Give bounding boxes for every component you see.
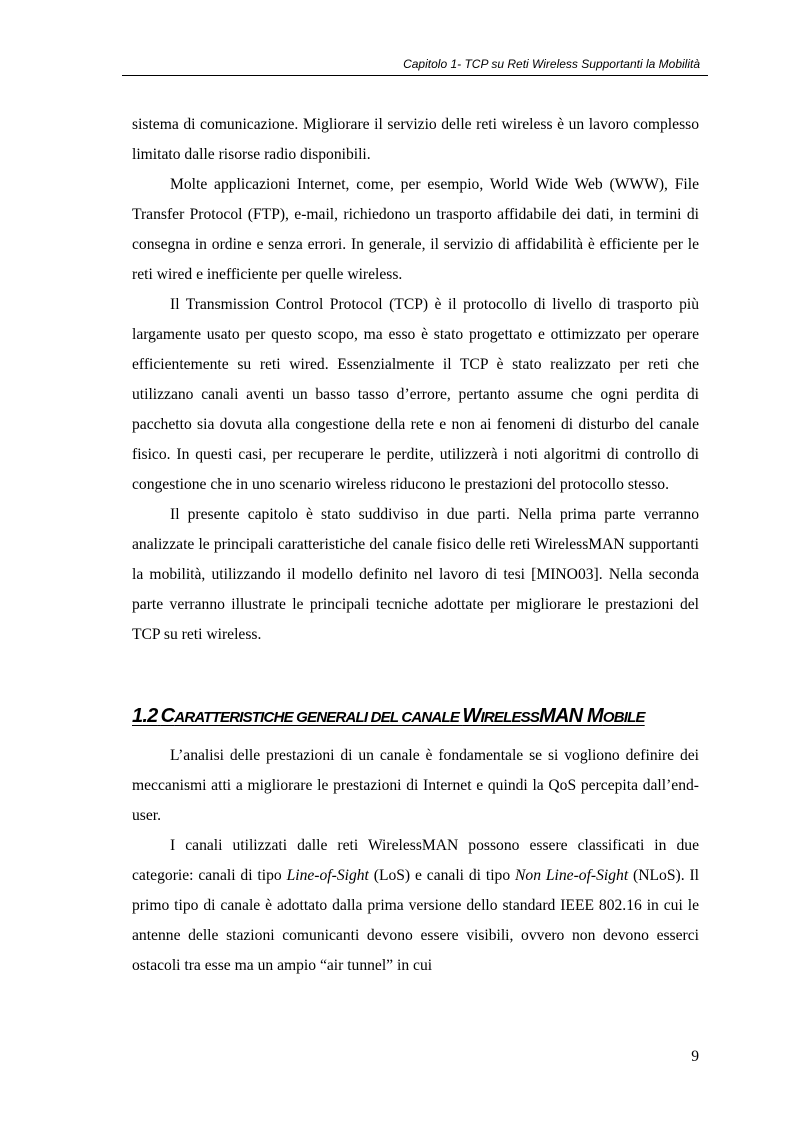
section-title-small-caps-3: OBILE — [602, 709, 645, 726]
paragraph-channel-analysis: L’analisi delle prestazioni di un canale è fondamentale se si vogliono definire dei meccanismi atti a migliorare le prestazioni di Internet e quindi la QoS percepita dall’end-user. — [132, 747, 699, 824]
paragraph-channel-types — [132, 831, 699, 981]
paragraph-internet-applications: Molte applicazioni Internet, come, per esempio, World Wide Web (WWW), File Transfer Protocol (FTP), e-mail, richiedono un trasporto affidabile dei dati, in termini di consegna in ordine e senza errori. In generale, il servizio di affidabilità è efficiente per le reti wired e inefficiente per quelle wireless. — [132, 176, 699, 283]
section-title-cap-1: C — [160, 705, 175, 727]
term-non-line-of-sight: Non Line-of-Sight — [515, 867, 629, 884]
page-body — [132, 110, 699, 981]
channel-types-text-b: (LoS) e canali di tipo — [368, 867, 516, 884]
header-title: Capitolo 1- TCP su Reti Wireless Supportanti la Mobilità — [403, 57, 700, 71]
section-title-small-caps-2: IRELESS — [480, 709, 540, 726]
paragraph-continuation: sistema di comunicazione. Migliorare il servizio delle reti wireless è un lavoro complesso limitato dalle risorse radio disponibili. — [132, 116, 699, 163]
paragraph-tcp-description: Il Transmission Control Protocol (TCP) è il protocollo di livello di trasporto più largamente usato per questo scopo, ma esso è stato progettato e ottimizzato per operare efficientemente su reti wired. Essenzialmente il TCP è stato realizzato per reti che utilizzano canali aventi un basso tasso d’errore, pertanto assume che ogni perdita di pacchetto sia dovuta alla congestione della rete e non ai fenomeni di disturbo del canale fisico. In questi casi, per recuperare le perdite, utilizzerà i noti algoritmi di controllo di congestione che in uno scenario wireless riducono le prestazioni del protocollo stesso. — [132, 296, 699, 493]
channel-types-text-a: I canali utilizzati dalle reti WirelessMAN possono essere classificati in due categorie: canali di tipo — [132, 837, 699, 884]
section-title-cap-2: W — [462, 705, 481, 727]
section-number: 1.2 — [132, 705, 158, 727]
section-title-small-caps-1: ARATTERISTICHE GENERALI DEL CANALE — [174, 709, 463, 726]
running-header — [122, 55, 708, 76]
section-heading — [132, 703, 699, 731]
channel-types-text-c: (NLoS). Il primo tipo di canale è adottato dalla prima versione dello standard IEEE 802.16 in cui le antenne delle stazioni comunicanti devono essere visibili, ovvero non devono esserci ostacoli tra esse ma un ampio “air tunnel” in cui — [132, 867, 699, 974]
paragraph-chapter-outline: Il presente capitolo è stato suddiviso in due parti. Nella prima parte verranno analizzate le principali caratteristiche del canale fisico delle reti WirelessMAN supportanti la mobilità, utilizzando il modello definito nel lavoro di tesi [MINO03]. Nella seconda parte verranno illustrate le principali tecniche adottate per migliorare le prestazioni del TCP su reti wireless. — [132, 506, 699, 643]
page-number: 9 — [691, 1048, 699, 1065]
term-line-of-sight: Line-of-Sight — [286, 867, 369, 884]
section-title-cap-3: MAN M — [539, 705, 603, 727]
